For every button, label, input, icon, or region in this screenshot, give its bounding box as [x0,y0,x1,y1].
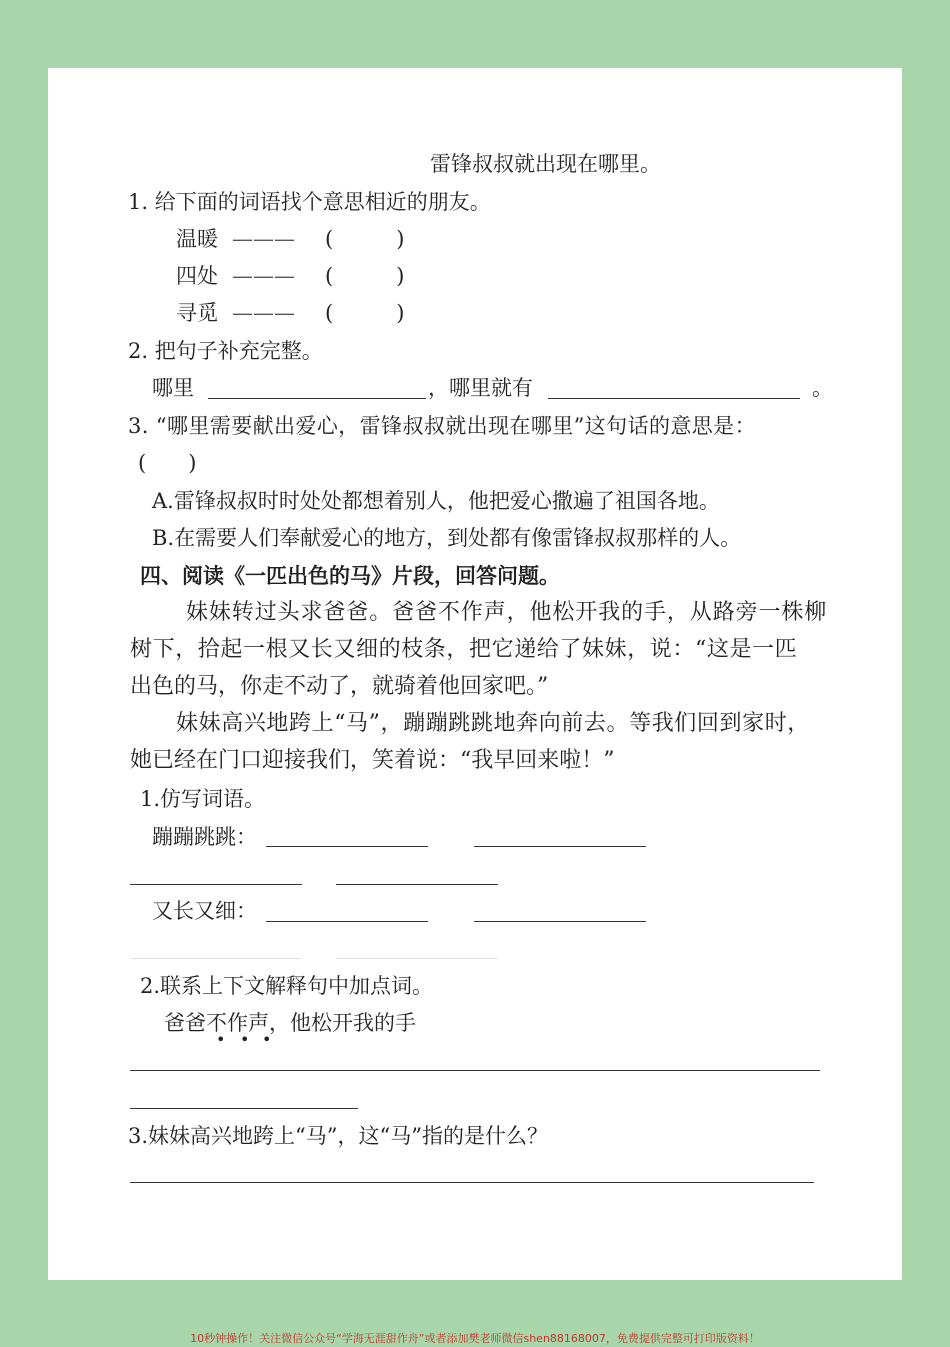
passage-para2-line2: 她已经在门口迎接我们，笑着说：“我早回来啦！” [130,748,615,773]
q2-title: 2. 把句子补充完整。 [128,339,323,363]
sub3-title: 3.妹妹高兴地跨上“马”，这“马”指的是什么？ [128,1124,548,1148]
q1-blank-2[interactable]: ( ) [325,264,405,288]
q2-answer-line-2[interactable] [548,398,800,399]
q2-part1: 哪里 [152,376,194,400]
sub1-title: 1.仿写词语。 [140,787,266,811]
sub1-line-1[interactable] [266,846,428,847]
q1-word-2: 四处 [176,264,218,288]
q2-part2: ，哪里就有 [428,376,533,400]
footer-note: 10秒钟操作！关注微信公众号“学海无涯甜作舟”或者添加樊老师微信shen88168007，免费提供完整可打印版资料！ [190,1332,760,1345]
sub1-line-7[interactable] [130,958,302,959]
emphasis-dot-2: • [240,1030,250,1049]
passage-para2-line1: 妹妹高兴地跨上“马”，蹦蹦跳跳地奔向前去。等我们回到家时， [176,711,810,736]
q1-blank-3[interactable]: ( ) [325,301,405,325]
sub2-line-1[interactable] [130,1070,820,1071]
passage-para1-line1: 妹妹转过头求爸爸。爸爸不作声，他松开我的手，从路旁一株柳 [186,600,828,625]
q3-option-a[interactable]: A.雷锋叔叔时时处处都想着别人，他把爱心撒遍了祖国各地。 [152,489,720,513]
sub1-line-8[interactable] [336,958,498,959]
q3-option-b[interactable]: B.在需要人们奉献爱心的地方，到处都有像雷锋叔叔那样的人。 [152,526,742,550]
passage-para1-line3: 出色的马，你走不动了，就骑着他回家吧。” [130,674,549,699]
passage-para1-line2: 树下，拾起一根又长又细的枝条，把它递给了妹妹，说：“这是一匹 [130,637,798,662]
emphasis-dot-1: • [216,1030,226,1049]
sub1-line-6[interactable] [474,921,646,922]
q1-dash-1: ——— [232,227,295,251]
q1-dash-2: ——— [232,264,295,288]
sub1-example-1: 蹦蹦跳跳： [152,825,257,849]
emphasis-dot-3: • [262,1030,272,1049]
sub1-example-2: 又长又细： [152,899,257,923]
q2-answer-line-1[interactable] [208,398,426,399]
sub3-line[interactable] [130,1182,814,1183]
sub1-line-2[interactable] [474,846,646,847]
sub2-title: 2.联系上下文解释句中加点词。 [140,974,434,998]
q1-word-1: 温暖 [176,227,218,251]
sub1-line-5[interactable] [266,921,428,922]
q3-blank[interactable]: ( ) [138,451,197,475]
q1-word-3: 寻觅 [176,301,218,325]
q1-blank-1[interactable]: ( ) [325,227,405,251]
q3-title: 3. “哪里需要献出爱心，雷锋叔叔就出现在哪里”这句话的意思是： [128,414,756,438]
q2-part3: 。 [812,376,833,400]
sub1-line-4[interactable] [336,884,498,885]
sub2-sentence: 爸爸不作声，他松开我的手 [164,1011,416,1035]
section4-heading: 四、阅读《一匹出色的马》片段，回答问题。 [140,564,560,588]
sub2-line-2[interactable] [130,1108,358,1109]
continuation-line: 雷锋叔叔就出现在哪里。 [430,152,661,176]
sub1-line-3[interactable] [130,884,302,885]
q1-title: 1. 给下面的词语找个意思相近的朋友。 [128,190,491,214]
q1-dash-3: ——— [232,301,295,325]
